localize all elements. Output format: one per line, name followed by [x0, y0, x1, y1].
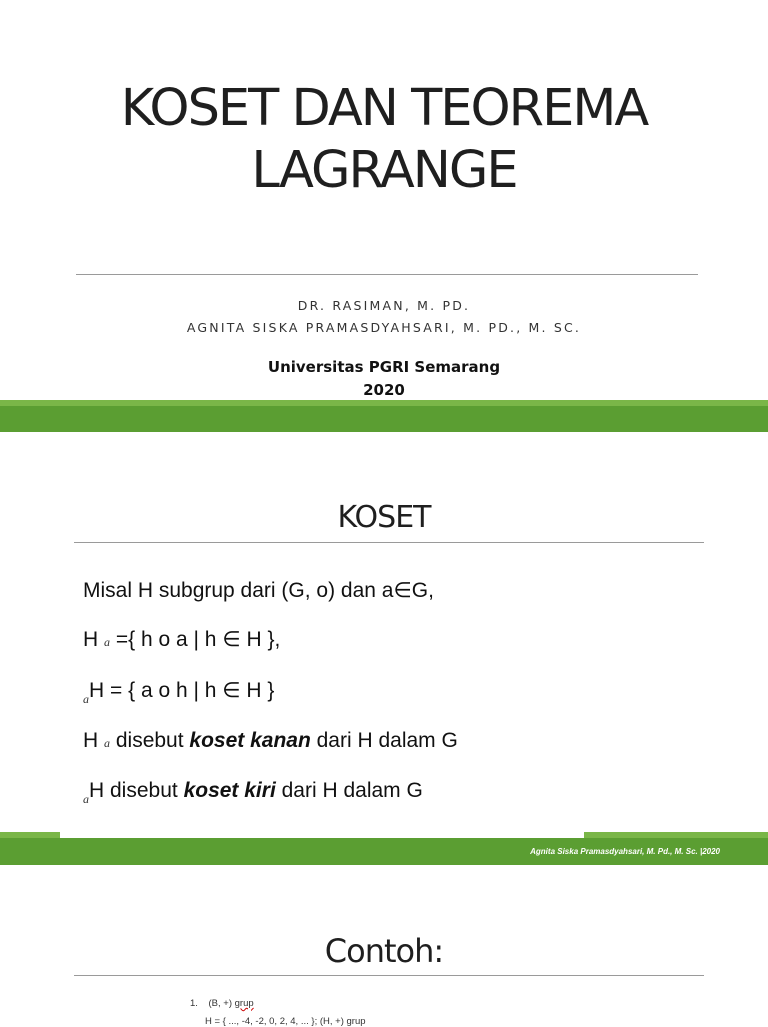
line5-pre: H disebut — [89, 779, 184, 802]
example-item-text: (B, +) — [208, 998, 235, 1009]
institution: Universitas PGRI Semarang — [267, 358, 501, 376]
slide2-heading: KOSET — [337, 500, 431, 535]
author-2: AGNITA SISKA PRAMASDYAHSARI, M. PD., M. SC. — [186, 320, 582, 335]
definition-line-4 — [83, 729, 458, 753]
year: 2020 — [363, 381, 405, 399]
line4-pre: disebut — [110, 729, 190, 752]
author-1: DR. RASIMAN, M. PD. — [297, 298, 471, 313]
line2-h: H — [83, 628, 99, 651]
title-divider — [76, 274, 698, 275]
title-line-1: KOSET DAN TEOREMA — [120, 79, 648, 138]
line2-subscript: a — [104, 635, 111, 649]
definition-line-1: Misal H subgrup dari (G, o) dan a∈G, — [83, 579, 434, 602]
line4-bold: koset kanan — [189, 729, 311, 752]
slide3-heading: Contoh: — [324, 932, 444, 970]
line5-subscript: a — [83, 792, 89, 806]
definition-line-2 — [83, 627, 280, 652]
slide2-divider — [74, 542, 704, 543]
footer-credit: Agnita Siska Pramasdyahsari, M. Pd., M. Sc. |2020 — [530, 847, 720, 856]
definition-line-3 — [83, 678, 275, 706]
line4-subscript: a — [104, 736, 111, 750]
line4-post: dari H dalam G — [310, 729, 458, 752]
slide1-title — [0, 78, 768, 202]
example-item-word: grup — [234, 998, 254, 1009]
line4-h: H — [83, 729, 99, 752]
example-line-2: H = { ..., -4, -2, 0, 2, 4, ... }; (H, +) grup — [205, 1016, 366, 1027]
slide3-divider — [74, 975, 704, 976]
line5-post: dari H dalam G — [275, 779, 423, 802]
title-line-2: LAGRANGE — [251, 141, 517, 200]
line5-bold: koset kiri — [183, 779, 276, 802]
example-item-1 — [190, 998, 254, 1009]
line3-rest: H = { a o h | h ∈ H } — [89, 679, 275, 702]
line2-rest: ={ h o a | h ∈ H }, — [115, 628, 281, 651]
example-item-number: 1. — [190, 998, 198, 1009]
slide1-band — [0, 406, 768, 432]
definition-line-5 — [83, 779, 423, 806]
line3-subscript: a — [83, 692, 89, 706]
